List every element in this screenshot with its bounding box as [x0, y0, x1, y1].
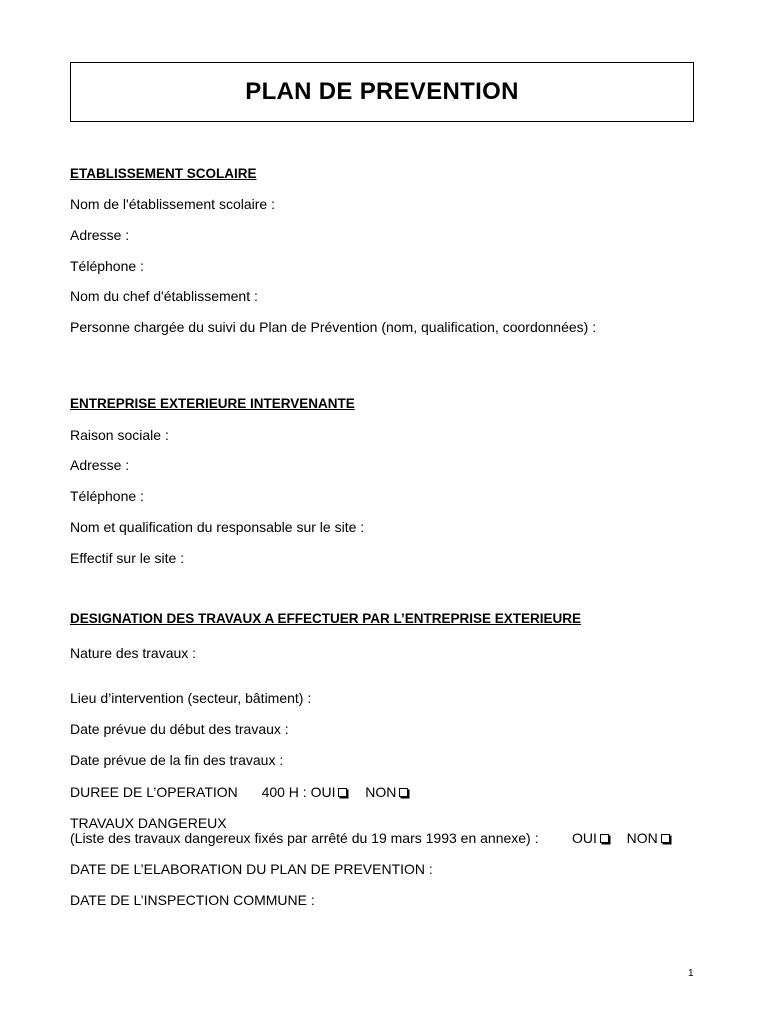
field-raison-sociale: Raison sociale : [70, 427, 169, 443]
field-responsable-site: Nom et qualification du responsable sur le site : [70, 519, 365, 535]
section-heading-entreprise: ENTREPRISE EXTERIEURE INTERVENANTE [70, 396, 355, 411]
travaux-non-label: NON [626, 830, 658, 846]
duree-oui-option[interactable] [311, 784, 348, 800]
duree-operation-row [70, 784, 408, 800]
field-date-fin: Date prévue de la fin des travaux : [70, 752, 284, 768]
duree-oui-label: OUI [310, 784, 336, 800]
page-title: PLAN DE PREVENTION [245, 78, 519, 105]
field-effectif-site: Effectif sur le site : [70, 550, 185, 566]
travaux-non-checkbox[interactable] [661, 834, 670, 843]
field-date-elaboration: DATE DE L’ELABORATION DU PLAN DE PREVENTION : [70, 861, 433, 877]
travaux-oui-label: OUI [572, 830, 597, 846]
field-lieu-intervention: Lieu d’intervention (secteur, bâtiment) : [70, 690, 312, 706]
travaux-non-option[interactable] [627, 830, 670, 846]
field-nature-travaux: Nature des travaux : [70, 645, 197, 661]
field-chef-etablissement: Nom du chef d'établissement : [70, 288, 258, 304]
section-heading-etablissement: ETABLISSEMENT SCOLAIRE [70, 166, 257, 181]
field-nom-etablissement: Nom de l'établissement scolaire : [70, 196, 275, 212]
field-personne-suivi: Personne chargée du suivi du Plan de Prévention (nom, qualification, coordonnées) : [70, 319, 597, 335]
travaux-oui-option[interactable] [572, 830, 609, 846]
section-heading-travaux: DESIGNATION DES TRAVAUX A EFFECTUER PAR L’ENTREPRISE EXTERIEURE [70, 611, 582, 626]
duree-non-option[interactable] [365, 784, 408, 800]
field-date-inspection: DATE DE L’INSPECTION COMMUNE : [70, 892, 315, 908]
page-number: 1 [688, 968, 694, 979]
travaux-options-row [572, 830, 670, 846]
title-box [70, 62, 694, 122]
travaux-dangereux-note: (Liste des travaux dangereux fixés par arrêté du 19 mars 1993 en annexe) : [70, 830, 539, 846]
duree-hours: 400 H : [261, 784, 307, 800]
travaux-dangereux-label: TRAVAUX DANGEREUX [70, 815, 227, 831]
duree-non-label: NON [365, 784, 397, 800]
duree-label: DUREE DE L’OPERATION [70, 784, 238, 800]
travaux-oui-checkbox[interactable] [600, 834, 609, 843]
field-adresse-etablissement: Adresse : [70, 227, 130, 243]
duree-non-checkbox[interactable] [399, 788, 408, 797]
field-telephone-entreprise: Téléphone : [70, 488, 144, 504]
duree-oui-checkbox[interactable] [338, 788, 347, 797]
field-date-debut: Date prévue du début des travaux : [70, 721, 289, 737]
field-telephone-etablissement: Téléphone : [70, 258, 144, 274]
field-adresse-entreprise: Adresse : [70, 457, 130, 473]
